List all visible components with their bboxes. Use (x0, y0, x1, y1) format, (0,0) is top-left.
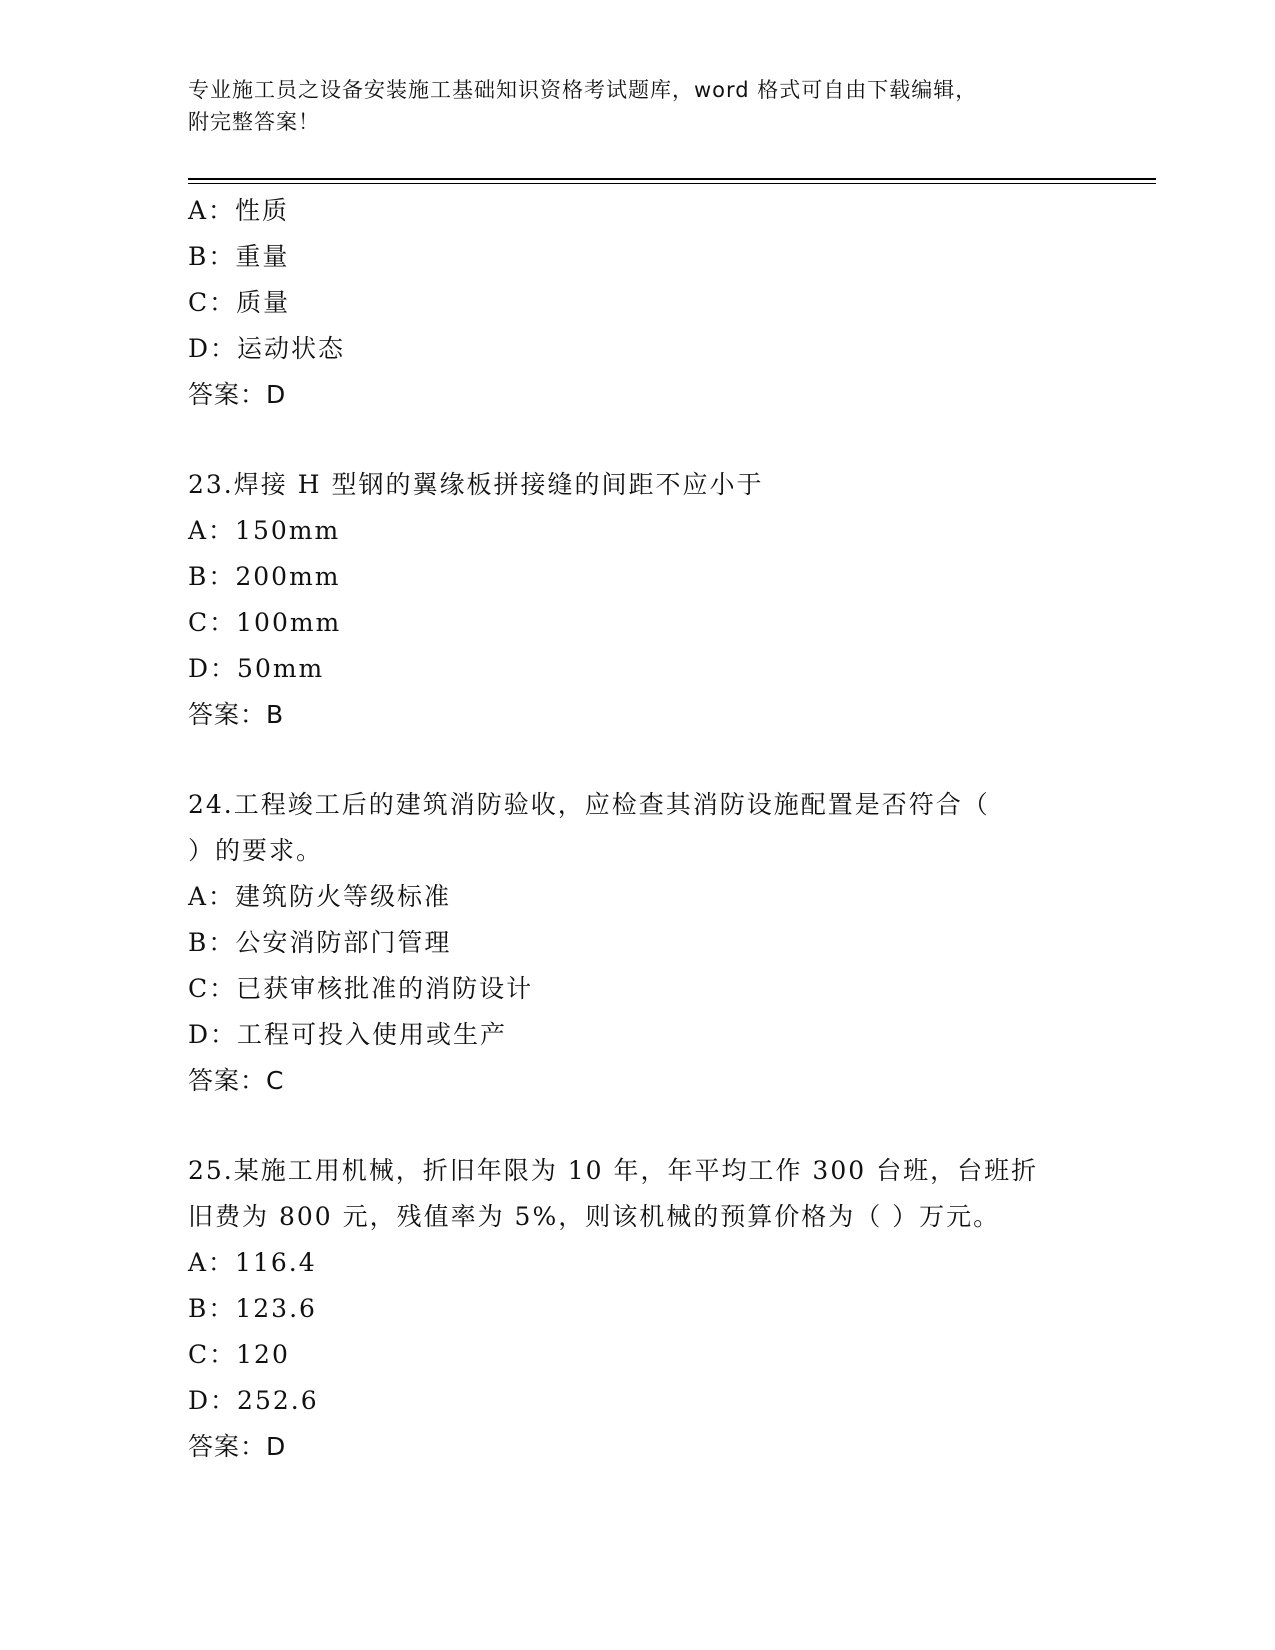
question-stem: 23.焊接 H 型钢的翼缘板拼接缝的间距不应小于 (188, 470, 764, 499)
option-b: B：公安消防部门管理 (188, 928, 452, 957)
option-a: A：150mm (188, 516, 341, 545)
option-d: D：工程可投入使用或生产 (188, 1020, 508, 1049)
option-c: C：100mm (188, 608, 342, 637)
option-a: A：116.4 (188, 1248, 317, 1277)
question-22-continued (188, 188, 1088, 418)
header-divider-thin (188, 183, 1156, 184)
answer-line: 答案：C (188, 1066, 285, 1095)
question-list (188, 188, 1088, 1470)
option-a: A：建筑防火等级标准 (188, 882, 452, 911)
question-stem-line-2: 旧费为 800 元，残值率为 5%，则该机械的预算价格为（ ）万元。 (188, 1202, 1001, 1231)
option-b: B：123.6 (188, 1294, 317, 1323)
header-divider-thick (188, 178, 1156, 180)
question-stem-line-1: 24.工程竣工后的建筑消防验收，应检查其消防设施配置是否符合（ (188, 790, 990, 819)
option-c: C：已获审核批准的消防设计 (188, 974, 534, 1003)
question-stem-line-1: 25.某施工用机械，折旧年限为 10 年，年平均工作 300 台班，台班折 (188, 1156, 1039, 1185)
option-b: B：重量 (188, 242, 290, 271)
option-b: B：200mm (188, 562, 341, 591)
option-d: D：50mm (188, 654, 325, 683)
option-d: D：运动状态 (188, 334, 346, 363)
question-23 (188, 462, 1088, 738)
question-25 (188, 1148, 1088, 1470)
answer-line: 答案：D (188, 380, 287, 409)
option-a: A：性质 (188, 196, 290, 225)
answer-line: 答案：D (188, 1432, 287, 1461)
answer-line: 答案：B (188, 700, 285, 729)
document-header (188, 74, 1088, 138)
option-c: C：120 (188, 1340, 290, 1369)
question-24 (188, 782, 1088, 1104)
option-c: C：质量 (188, 288, 291, 317)
header-line-2: 附完整答案！ (188, 110, 320, 134)
header-line-1: 专业施工员之设备安装施工基础知识资格考试题库，word 格式可自由下载编辑， (188, 78, 978, 102)
option-d: D：252.6 (188, 1386, 319, 1415)
question-stem-line-2: ）的要求。 (188, 836, 324, 865)
